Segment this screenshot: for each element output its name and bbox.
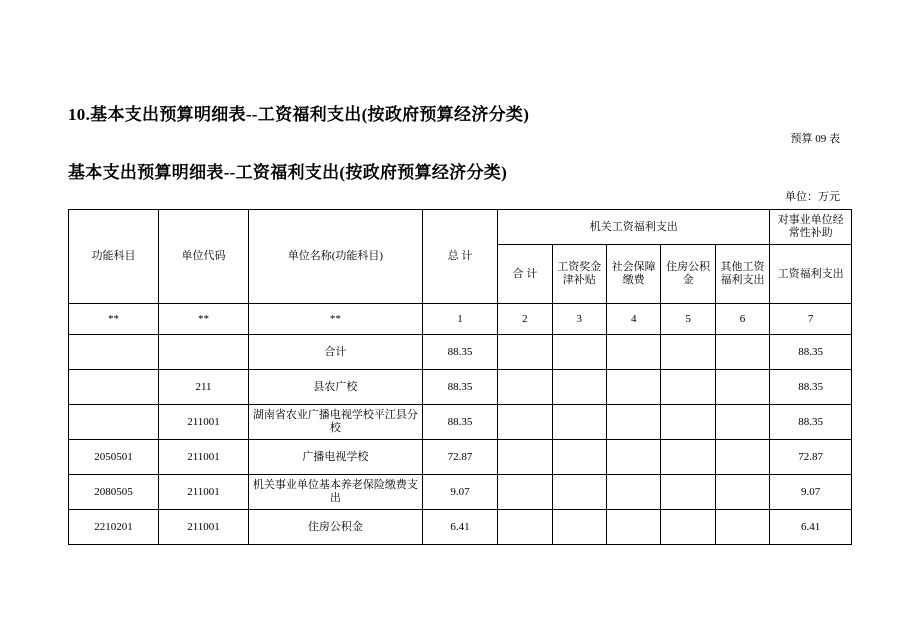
table-marker-row <box>69 304 852 335</box>
cell-housing-fund <box>661 370 715 405</box>
cell-social-security <box>606 510 660 545</box>
unit-note: 单位：万元 <box>785 191 840 203</box>
header-institution-welfare: 工资福利支出 <box>770 245 852 304</box>
cell-housing-fund <box>661 335 715 370</box>
table-row <box>69 510 852 545</box>
column-number-2: 2 <box>498 304 552 335</box>
cell-bonus-allowance <box>552 335 606 370</box>
table-row <box>69 335 852 370</box>
cell-func-subject: 2210201 <box>69 510 159 545</box>
header-social-security: 社会保障缴费 <box>606 245 660 304</box>
table-row <box>69 370 852 405</box>
cell-total: 88.35 <box>422 405 497 440</box>
cell-bonus-allowance <box>552 510 606 545</box>
table-row <box>69 440 852 475</box>
cell-bonus-allowance <box>552 370 606 405</box>
header-sub-total: 合 计 <box>498 245 552 304</box>
cell-unit-name: 湖南省农业广播电视学校平江县分校 <box>249 405 423 440</box>
cell-bonus-allowance <box>552 440 606 475</box>
cell-social-security <box>606 440 660 475</box>
header-other-salary: 其他工资福利支出 <box>715 245 769 304</box>
cell-sub-total <box>498 335 552 370</box>
cell-social-security <box>606 370 660 405</box>
header-housing-fund: 住房公积金 <box>661 245 715 304</box>
cell-social-security <box>606 405 660 440</box>
table-header-row-1 <box>69 210 852 245</box>
cell-unit-code: 211001 <box>159 405 249 440</box>
cell-sub-total <box>498 475 552 510</box>
cell-unit-name: 县农广校 <box>249 370 423 405</box>
cell-unit-name: 合计 <box>249 335 423 370</box>
cell-total: 72.87 <box>422 440 497 475</box>
cell-institution-welfare: 88.35 <box>770 405 852 440</box>
cell-total: 6.41 <box>422 510 497 545</box>
cell-unit-name: 广播电视学校 <box>249 440 423 475</box>
column-number-1: 1 <box>422 304 497 335</box>
cell-institution-welfare: 88.35 <box>770 335 852 370</box>
cell-func-subject: 2050501 <box>69 440 159 475</box>
cell-institution-welfare: 9.07 <box>770 475 852 510</box>
cell-institution-welfare: 72.87 <box>770 440 852 475</box>
cell-unit-code: 211001 <box>159 510 249 545</box>
cell-social-security <box>606 335 660 370</box>
header-total: 总 计 <box>422 210 497 304</box>
table-row <box>69 475 852 510</box>
cell-sub-total <box>498 405 552 440</box>
cell-total: 9.07 <box>422 475 497 510</box>
header-func-subject: 功能科目 <box>69 210 159 304</box>
column-number-5: 5 <box>661 304 715 335</box>
cell-func-subject <box>69 335 159 370</box>
header-unit-code: 单位代码 <box>159 210 249 304</box>
cell-unit-code: 211 <box>159 370 249 405</box>
column-number-3: 3 <box>552 304 606 335</box>
cell-total: 88.35 <box>422 335 497 370</box>
cell-institution-welfare: 6.41 <box>770 510 852 545</box>
cell-sub-total <box>498 510 552 545</box>
cell-unit-code: 211001 <box>159 475 249 510</box>
table-row <box>69 405 852 440</box>
cell-other-salary <box>715 370 769 405</box>
cell-other-salary <box>715 510 769 545</box>
marker-unit-name: ** <box>249 304 423 335</box>
cell-sub-total <box>498 370 552 405</box>
marker-func-subject: ** <box>69 304 159 335</box>
column-number-4: 4 <box>606 304 660 335</box>
cell-institution-welfare: 88.35 <box>770 370 852 405</box>
form-code-label: 预算 09 表 <box>790 133 840 145</box>
cell-other-salary <box>715 475 769 510</box>
column-number-7: 7 <box>770 304 852 335</box>
header-unit-name: 单位名称(功能科目) <box>249 210 423 304</box>
marker-unit-code: ** <box>159 304 249 335</box>
header-group-institution-subsidy: 对事业单位经常性补助 <box>770 210 852 245</box>
cell-unit-code <box>159 335 249 370</box>
table-title: 基本支出预算明细表--工资福利支出(按政府预算经济分类) <box>68 163 508 182</box>
cell-social-security <box>606 475 660 510</box>
cell-bonus-allowance <box>552 405 606 440</box>
cell-unit-code: 211001 <box>159 440 249 475</box>
cell-sub-total <box>498 440 552 475</box>
cell-housing-fund <box>661 510 715 545</box>
page-title: 10.基本支出预算明细表--工资福利支出(按政府预算经济分类) <box>68 105 530 124</box>
cell-total: 88.35 <box>422 370 497 405</box>
header-group-agency-welfare: 机关工资福利支出 <box>498 210 770 245</box>
column-number-6: 6 <box>715 304 769 335</box>
header-bonus-allowance: 工资奖金津补贴 <box>552 245 606 304</box>
cell-func-subject <box>69 405 159 440</box>
cell-housing-fund <box>661 405 715 440</box>
budget-table <box>68 209 852 545</box>
cell-housing-fund <box>661 475 715 510</box>
cell-other-salary <box>715 335 769 370</box>
cell-func-subject: 2080505 <box>69 475 159 510</box>
cell-unit-name: 机关事业单位基本养老保险缴费支出 <box>249 475 423 510</box>
cell-bonus-allowance <box>552 475 606 510</box>
cell-other-salary <box>715 440 769 475</box>
cell-unit-name: 住房公积金 <box>249 510 423 545</box>
cell-func-subject <box>69 370 159 405</box>
cell-other-salary <box>715 405 769 440</box>
cell-housing-fund <box>661 440 715 475</box>
